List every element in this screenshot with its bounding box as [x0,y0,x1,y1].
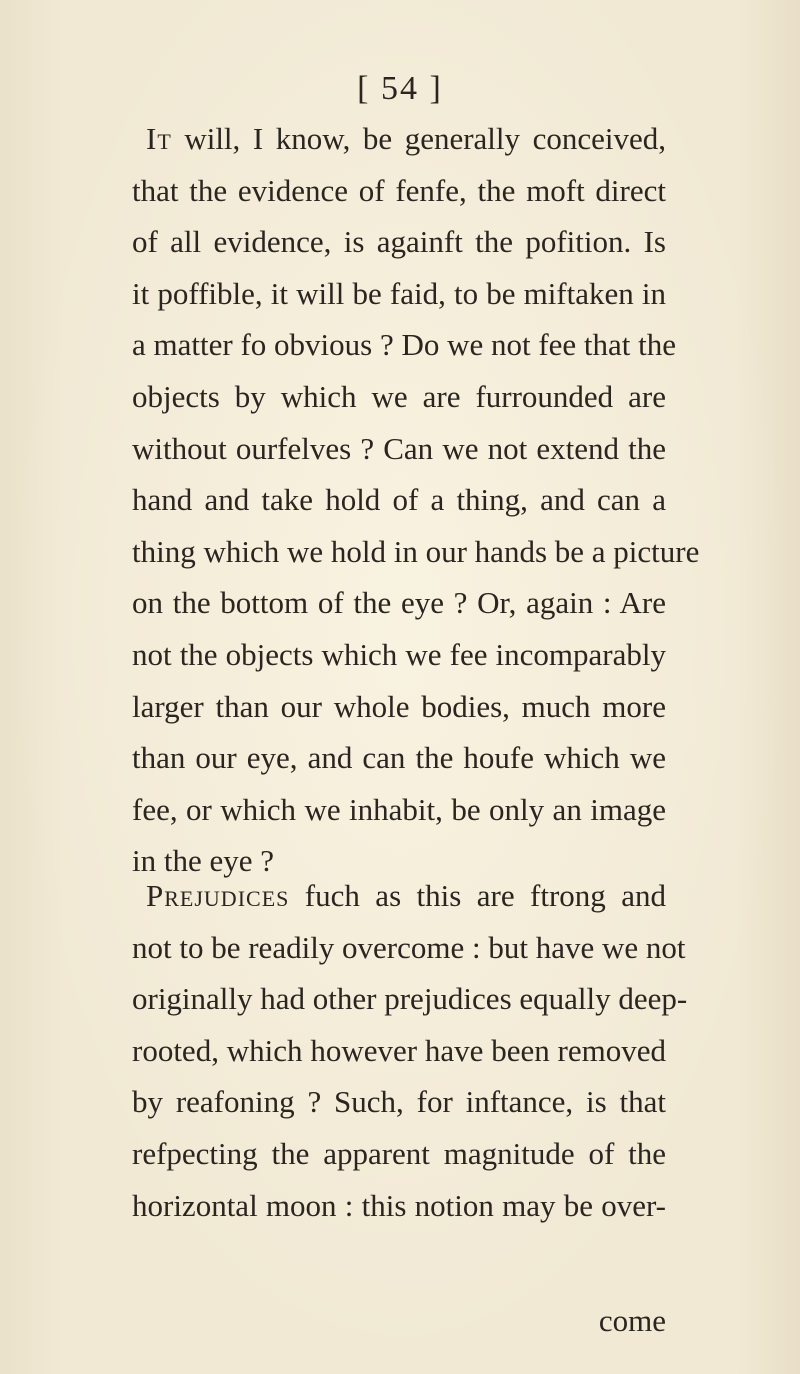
paragraph-2 [132,870,688,1231]
text-line: rooted, which however have been removed [132,1032,666,1068]
text-line: on the bottom of the eye ? Or, again : Are [132,585,666,621]
text-line: objects by which we are furrounded are [132,378,666,414]
text-line: than our eye, and can the houfe which we [132,740,666,776]
text-line: a matter fo obvious ? Do we not fee that the [132,327,677,363]
paragraph-lead-word: It [146,121,172,156]
text-line [132,870,666,922]
paragraph-lead-word: Prejudices [146,878,290,913]
text-line: originally had other prejudices equally deep- [132,981,688,1017]
text-line: without ourfelves ? Can we not extend the [132,430,666,466]
text-line [132,113,666,165]
text-line: horizontal moon : this notion may be over- [132,1187,666,1223]
text-line: fee, or which we inhabit, be only an image [132,791,666,827]
text-line: thing which we hold in our hands be a picture [132,533,700,569]
paragraph-1 [132,113,700,887]
text-line-content: will, I know, be generally conceived, [171,121,666,156]
text-line: in the eye ? [132,843,275,879]
text-line: by reafoning ? Such, for inftance, is that [132,1084,666,1120]
text-line: not to be readily overcome : but have we not [132,929,686,965]
catchword: come [598,1303,666,1338]
text-line: refpecting the apparent magnitude of the [132,1135,666,1171]
text-line: hand and take hold of a thing, and can a [132,482,666,518]
text-line: that the evidence of fenfe, the moft direct [132,172,666,208]
text-line: of all evidence, is againft the pofition. Is [132,224,666,260]
text-line: it poffible, it will be faid, to be miftaken in [132,275,666,311]
text-line: larger than our whole bodies, much more [132,688,666,724]
page-number: [ 54 ] [357,70,443,107]
text-line: not the objects which we fee incomparably [132,636,666,672]
text-line-content: fuch as this are ftrong and [289,878,666,913]
